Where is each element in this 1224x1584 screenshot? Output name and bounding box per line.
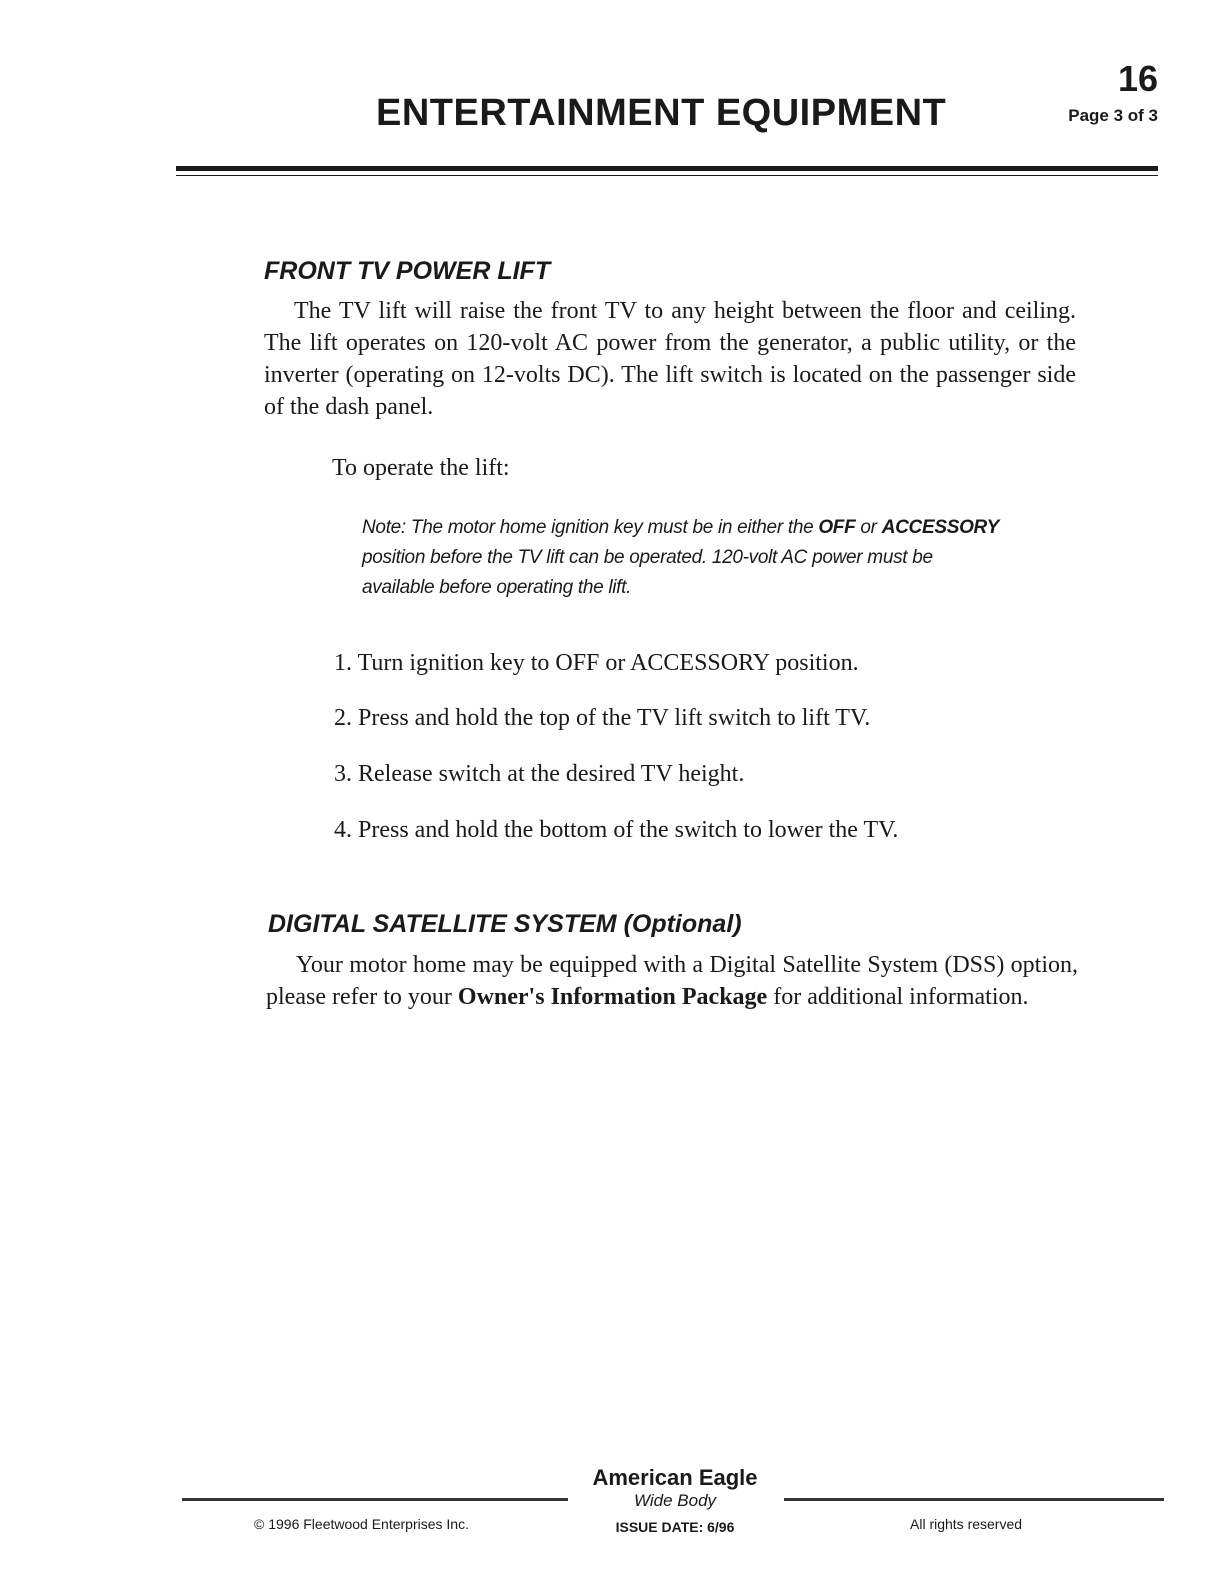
page-indicator: Page 3 of 3 bbox=[1068, 106, 1158, 125]
section-number: 16 bbox=[1117, 58, 1158, 99]
footer-rule-left bbox=[182, 1498, 568, 1501]
dss-text-before: Your motor home may be equipped with a Digital Satellite System (DSS) option, please refer to your bbox=[266, 952, 1078, 1010]
note-prefix: Note: The motor home ignition key must be in either the bbox=[362, 517, 819, 538]
step-number: 3. bbox=[334, 761, 352, 787]
operation-note bbox=[362, 513, 1002, 603]
step-number: 4. bbox=[334, 817, 352, 843]
step-4 bbox=[334, 817, 898, 844]
footer-brand: American Eagle bbox=[592, 1465, 758, 1490]
note-off: OFF bbox=[818, 517, 856, 538]
footer-rule-right bbox=[784, 1498, 1164, 1501]
header-rule-thick bbox=[176, 166, 1158, 171]
step-text: Turn ignition key to OFF or ACCESSORY position. bbox=[357, 650, 859, 676]
page-title: ENTERTAINMENT EQUIPMENT bbox=[376, 92, 947, 134]
step-text: Press and hold the bottom of the switch to lower the TV. bbox=[358, 817, 899, 843]
note-suffix: position before the TV lift can be operated. 120-volt AC power must be available before operating the lift. bbox=[362, 547, 933, 598]
footer-model: Wide Body bbox=[633, 1491, 717, 1510]
step-text: Release switch at the desired TV height. bbox=[358, 761, 745, 787]
note-mid: or bbox=[855, 517, 882, 538]
step-text: Press and hold the top of the TV lift switch to lift TV. bbox=[358, 705, 871, 731]
front-tv-heading: FRONT TV POWER LIFT bbox=[264, 257, 551, 285]
dss-paragraph bbox=[266, 949, 1078, 1013]
footer-copyright: © 1996 Fleetwood Enterprises Inc. bbox=[254, 1516, 469, 1532]
step-2 bbox=[334, 705, 870, 732]
front-tv-paragraph: The TV lift will raise the front TV to any height between the floor and ceiling. The lift operates on 120-volt AC power from the generator, a public utility, or the inverter (operating on 12-volts DC). The lift switch is located on the passenger side of the dash panel. bbox=[264, 298, 1076, 420]
header-rule-thin bbox=[176, 175, 1158, 176]
note-accessory: ACCESSORY bbox=[881, 517, 999, 538]
step-number: 2. bbox=[334, 705, 352, 731]
dss-heading: DIGITAL SATELLITE SYSTEM (Optional) bbox=[268, 910, 742, 938]
step-number: 1. bbox=[334, 650, 352, 676]
footer-issue-date: ISSUE DATE: 6/96 bbox=[615, 1519, 735, 1535]
operate-label: To operate the lift: bbox=[332, 455, 510, 481]
footer-rights: All rights reserved bbox=[910, 1516, 1023, 1532]
dss-owners-package: Owner's Information Package bbox=[457, 984, 768, 1010]
step-1 bbox=[334, 650, 859, 677]
step-3 bbox=[334, 761, 744, 788]
dss-text-after: for additional information. bbox=[767, 984, 1029, 1010]
